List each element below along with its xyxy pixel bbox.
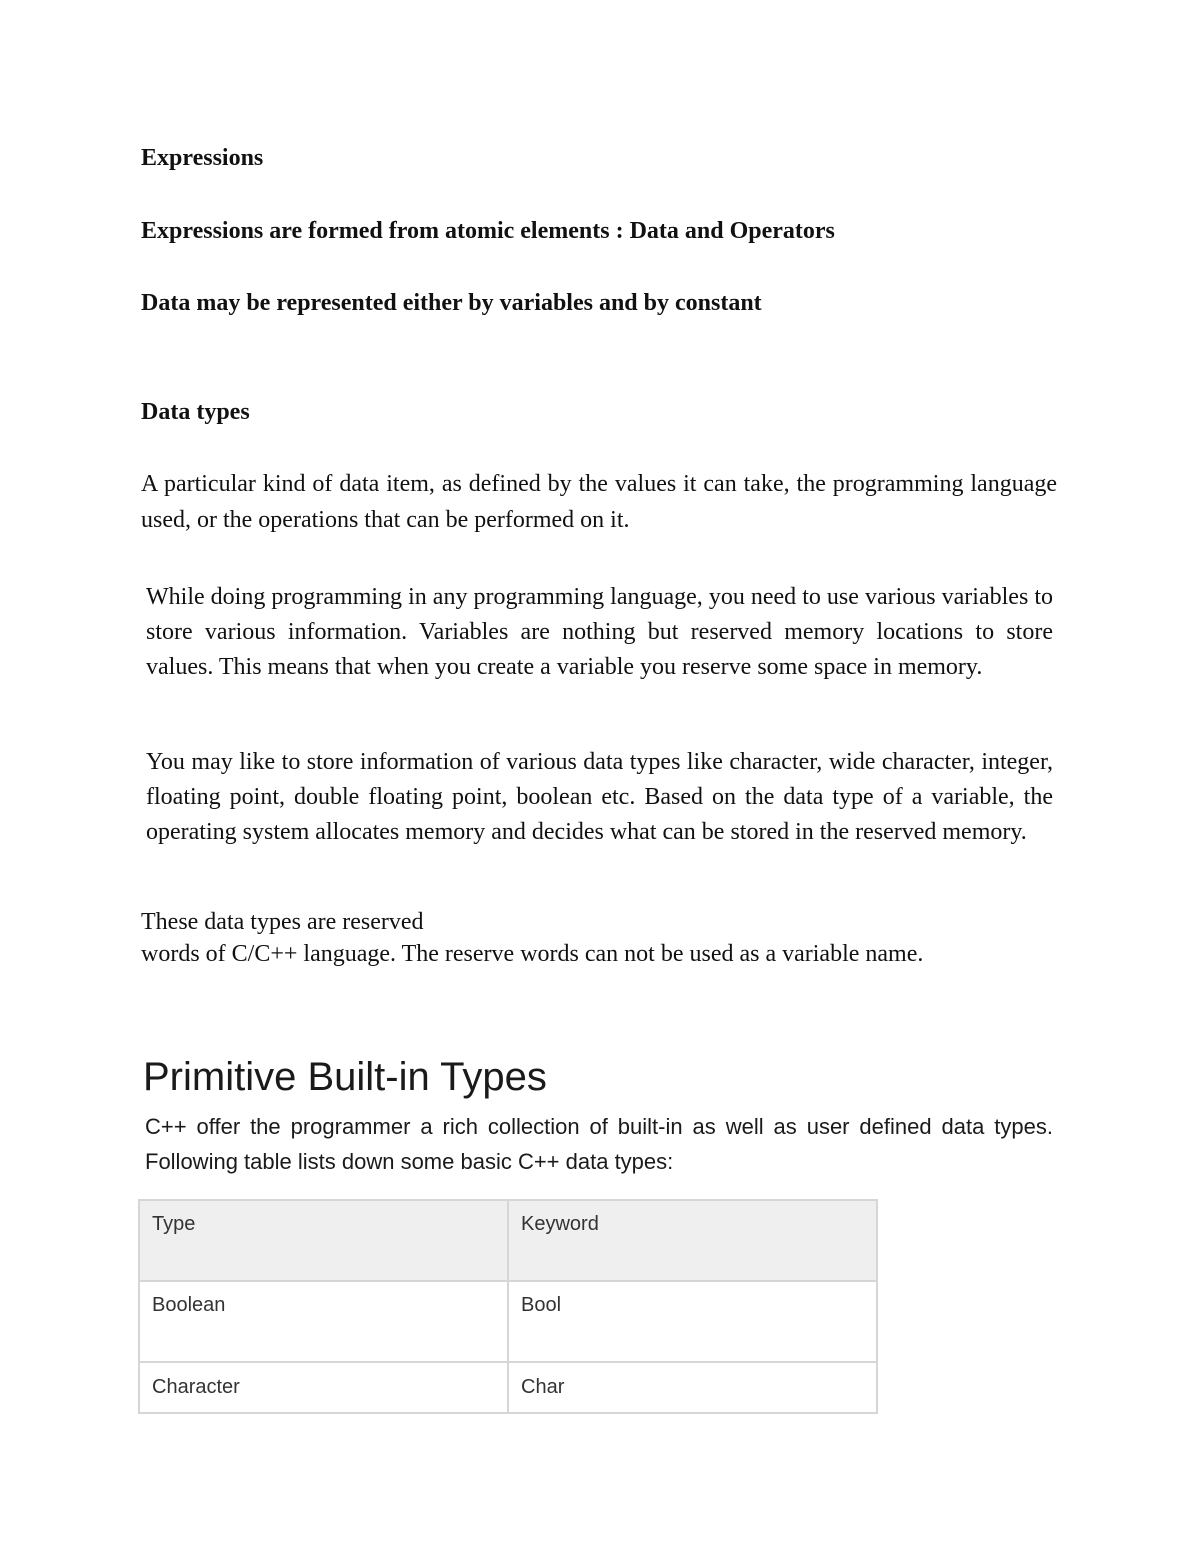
data-types-paragraph: You may like to store information of various data types like character, wide character, integer, floating point, double floating point, boolean etc. Based on the data type of a variable, the operating system allocates memory and decides what can be stored in the reserved memory. — [146, 749, 1053, 845]
primitive-types-intro: C++ offer the programmer a rich collection of built-in as well as user defined data types. Following table lists down some basic C++ data types: — [145, 1114, 1053, 1174]
table-cell-keyword: Bool — [508, 1281, 877, 1362]
data-types-definition: A particular kind of data item, as defined by the values it can take, the programming language used, or the operations that can be performed on it. — [141, 471, 1057, 533]
table-header-keyword: Keyword — [508, 1200, 877, 1281]
table-header-type: Type — [139, 1200, 508, 1281]
data-types-table — [138, 1199, 878, 1414]
expressions-definition: Expressions are formed from atomic elements : Data and Operators — [141, 218, 835, 244]
section-title-expressions: Expressions — [141, 145, 264, 171]
primitive-types-heading: Primitive Built-in Types — [143, 1055, 547, 1099]
table-row — [139, 1281, 877, 1362]
data-representation: Data may be represented either by variables and by constant — [141, 290, 762, 316]
table-cell-type: Boolean — [139, 1281, 508, 1362]
section-title-data-types: Data types — [141, 399, 250, 425]
reserved-words-line-2: words of C/C++ language. The reserve words can not be used as a variable name. — [141, 941, 924, 967]
table-row — [139, 1362, 877, 1413]
table-cell-type: Character — [139, 1362, 508, 1413]
table-header-row — [139, 1200, 877, 1281]
variables-paragraph: While doing programming in any programming language, you need to use various variables to store various information. Variables are nothing but reserved memory locations to store values. This means that when you create a variable you reserve some space in memory. — [146, 584, 1053, 680]
table-cell-keyword: Char — [508, 1362, 877, 1413]
reserved-words-line-1: These data types are reserved — [141, 909, 424, 935]
